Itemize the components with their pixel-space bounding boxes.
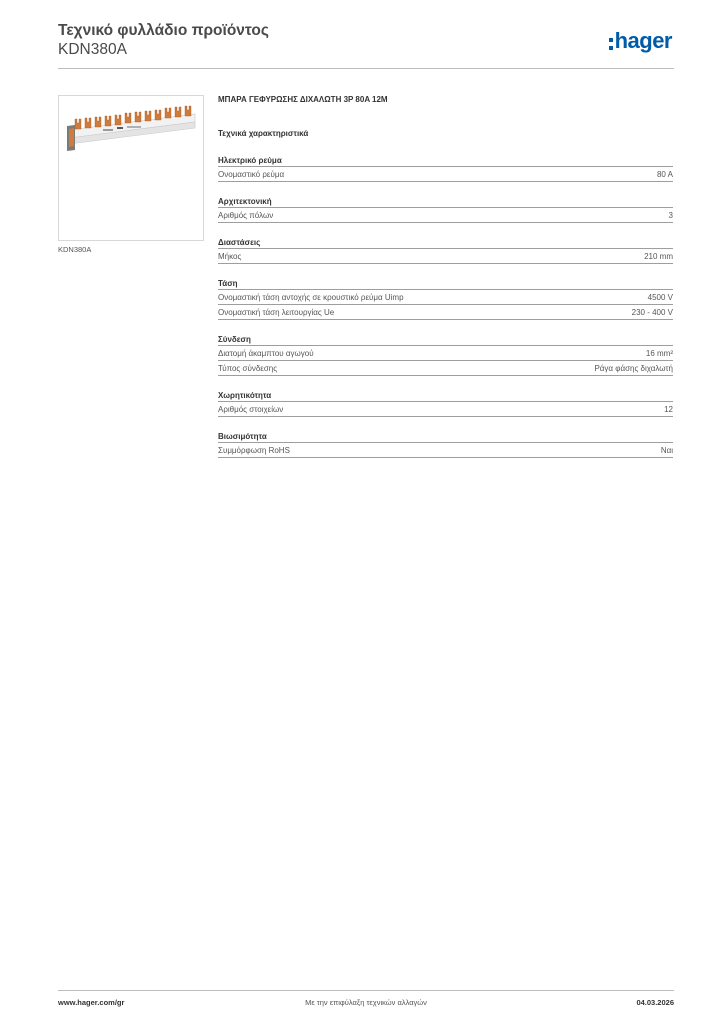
spec-value: 3 [668,211,673,220]
spec-group-dimensions [218,238,673,264]
spec-row [218,290,673,305]
spec-row [218,249,673,264]
footer-website-link[interactable]: www.hager.com/gr [58,998,125,1007]
spec-value: 4500 V [647,293,673,302]
product-name: ΜΠΑΡΑ ΓΕΦΥΡΩΣΗΣ ΔΙΧΑΛΩΤΗ 3P 80A 12M [218,95,388,104]
spec-group-title: Σύνδεση [218,335,673,346]
spec-value: 80 A [656,170,673,179]
spec-value: 230 - 400 V [631,308,673,317]
spec-group-title: Αρχιτεκτονική [218,197,673,208]
product-image [58,95,204,241]
spec-row [218,361,673,376]
spec-row [218,305,673,320]
spec-value: 12 [664,405,673,414]
spec-group-title: Τάση [218,279,673,290]
spec-group-title: Χωρητικότητα [218,391,673,402]
page-header [58,20,674,70]
document-title: Τεχνικό φυλλάδιο προϊόντος [58,22,269,39]
spec-group-title: Διαστάσεις [218,238,673,249]
logo-text: hager [614,28,672,53]
spec-group-title: Βιωσιμότητα [218,432,673,443]
product-image-caption: KDN380A [58,245,92,254]
spec-label: Αριθμός πόλων [218,211,274,220]
spec-label: Ονομαστική τάση αντοχής σε κρουστικό ρεύμα Uimp [218,293,404,302]
section-title: Τεχνικά χαρακτηριστικά [218,129,309,138]
spec-group-voltage [218,279,673,320]
spec-label: Τύπος σύνδεσης [218,364,278,373]
header-divider [58,68,674,69]
spec-value: 16 mm² [645,349,673,358]
spec-label: Ονομαστική τάση λειτουργίας Ue [218,308,335,317]
spec-row [218,443,673,458]
spec-value: Ράγα φάσης διχαλωτή [594,364,673,373]
spec-group-connection [218,335,673,376]
spec-value: Ναι [660,446,673,455]
spec-row [218,402,673,417]
spec-row [218,167,673,182]
spec-group-capacity [218,391,673,417]
hager-logo [609,28,672,54]
spec-group-architecture [218,197,673,223]
footer-divider [58,990,674,991]
spec-label: Συμμόρφωση RoHS [218,446,290,455]
spec-label: Αριθμός στοιχείων [218,405,284,414]
spec-label: Ονομαστικό ρεύμα [218,170,285,179]
spec-label: Διατομή άκαμπτου αγωγού [218,349,314,358]
spec-group-electrical [218,156,673,182]
busbar-illustration-icon [59,96,203,240]
spec-row [218,346,673,361]
document-product-code: KDN380A [58,41,127,58]
footer-notice: Με την επιφύλαξη τεχνικών αλλαγών [305,998,427,1007]
spec-value: 210 mm [644,252,673,261]
spec-row [218,208,673,223]
spec-label: Μήκος [218,252,242,261]
spec-group-title: Ηλεκτρικό ρεύμα [218,156,673,167]
spec-group-sustainability [218,432,673,458]
footer-date: 04.03.2026 [636,998,674,1007]
logo-dots-icon [609,38,613,50]
product-details [218,95,673,458]
